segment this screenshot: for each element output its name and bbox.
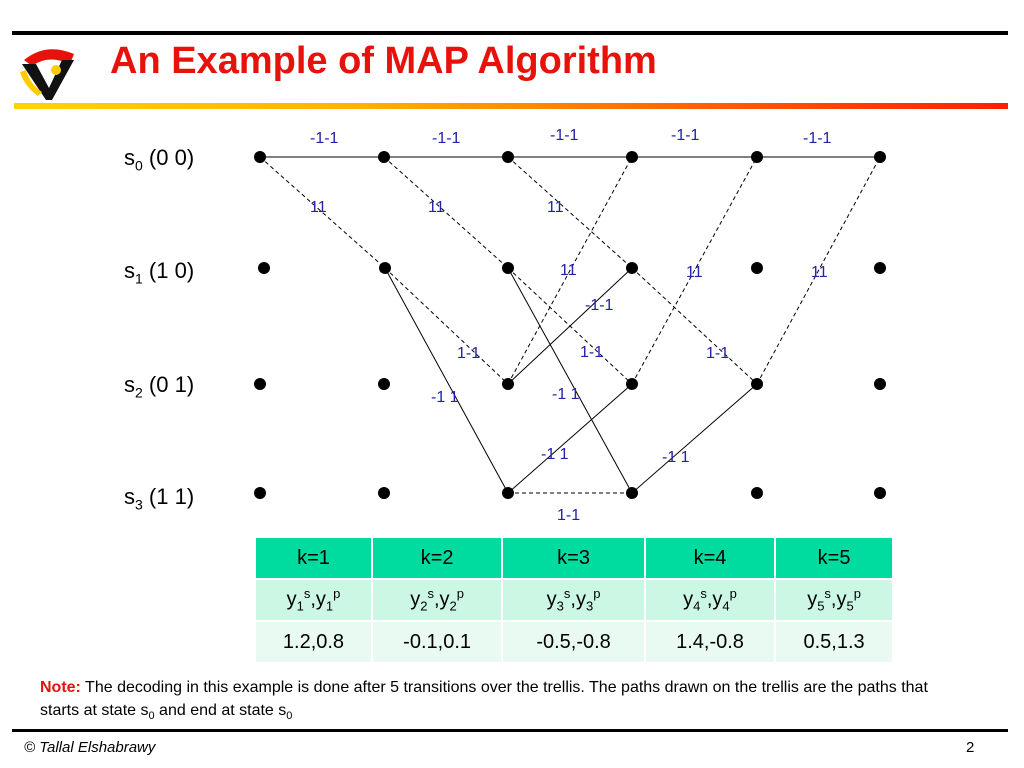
node-s0-k2 [502,151,514,163]
node-s0-k5 [874,151,886,163]
state-label-s3: $s_3$ (1 1) [124,484,195,513]
edge-label: 11 [547,199,564,216]
edge-label: -1-1 [310,130,339,147]
node-s1-k2 [502,262,514,274]
edge-s1-s2-t4 [632,268,757,384]
edge-label: 11 [811,264,828,281]
header-cell: k=1 [256,538,372,579]
edge-label: -1-1 [671,127,700,144]
edge-label: 11 [560,262,577,279]
edge-label: -1-1 [432,130,461,147]
edge-label: -1 1 [431,389,459,406]
node-s1-k4 [751,262,763,274]
edge-s3-s2-t4 [632,384,757,493]
table-header-row [256,538,893,579]
edge-label: 1-1 [706,345,730,362]
value-cell: 1.4,-0.8 [645,621,775,662]
node-s3-k3 [626,487,638,499]
node-s1-k1 [379,262,391,274]
value-cell: 1.2,0.8 [256,621,372,662]
edge-label: -1 1 [541,446,569,463]
edge-label: -1 1 [662,449,690,466]
edge-label: 11 [428,199,445,216]
node-s2-k1 [378,378,390,390]
note-label: Note: [40,679,81,696]
node-s2-k4 [751,378,763,390]
node-s2-k2 [502,378,514,390]
node-s2-k3 [626,378,638,390]
copyright-text: © Tallal Elshabrawy [24,739,156,756]
node-s3-k4 [751,487,763,499]
value-cell: 0.5,1.3 [775,621,893,662]
node-s3-k1 [378,487,390,499]
node-s3-k5 [874,487,886,499]
state-label-s0: $s_0$ (0 0) [124,145,195,174]
node-s1-k0 [258,262,270,274]
note-text: Note: The decoding in this example is done after 5 transitions over the trellis. The paths drawn on the trellis are the paths that starts at state $s_0$ and end at state $s_0$ [40,679,928,723]
value-cell: -0.5,-0.8 [502,621,645,662]
node-s3-k2 [502,487,514,499]
page-number: 2 [966,739,975,756]
slide-title: An Example of MAP Algorithm [110,40,657,82]
symbol-cell: $y_1^s,y_1^p$ [256,579,372,621]
node-s2-k0 [254,378,266,390]
state-label-s1: $s_1$ (1 0) [124,258,195,287]
header-cell: k=2 [372,538,502,579]
symbol-cell: $y_4^s,y_4^p$ [645,579,775,621]
node-s0-k1 [378,151,390,163]
symbol-cell: $y_5^s,y_5^p$ [775,579,893,621]
edge-s1-s3-t2 [385,268,508,493]
table-row [256,579,893,621]
node-s2-k5 [874,378,886,390]
node-s1-k5 [874,262,886,274]
edge-label: -1-1 [550,127,579,144]
header-cell: k=4 [645,538,775,579]
edge-label: 1-1 [457,345,481,362]
edge-s0-s1-t2 [384,157,508,268]
table-row [256,621,893,662]
edge-s1-s2-t2 [385,268,508,384]
header-cell: k=3 [502,538,645,579]
node-s3-k0 [254,487,266,499]
edge-label: 11 [686,264,703,281]
state-label-s2: $s_2$ (0 1) [124,372,195,401]
node-s0-k4 [751,151,763,163]
edge-label: 1-1 [580,344,604,361]
edge-label: 1-1 [557,507,581,524]
observations-table [256,538,894,662]
footer-rule [12,729,1008,732]
edge-label: -1-1 [585,297,614,314]
node-s0-k0 [254,151,266,163]
node-s0-k3 [626,151,638,163]
node-s1-k3 [626,262,638,274]
edge-label: -1-1 [803,130,832,147]
value-cell: -0.1,0.1 [372,621,502,662]
edge-label: 11 [310,199,327,216]
symbol-cell: $y_2^s,y_2^p$ [372,579,502,621]
edge-s0-s1-t3 [508,157,632,268]
edge-label: -1 1 [552,386,580,403]
header-cell: k=5 [775,538,893,579]
symbol-cell: $y_3^s,y_3^p$ [502,579,645,621]
